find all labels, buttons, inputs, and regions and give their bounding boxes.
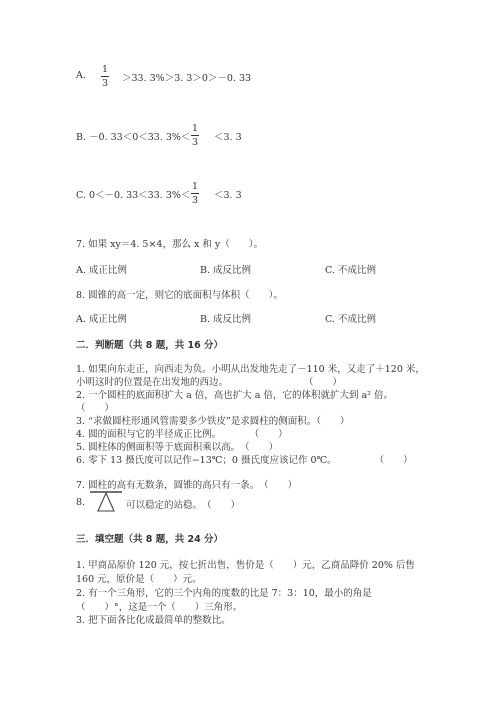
q8-option-b: B. 成反比例	[200, 314, 252, 325]
option-c-text: ＜3. 3	[214, 190, 242, 201]
fraction-bar	[191, 193, 199, 194]
option-b-label: B. －0. 33＜0＜33. 3%＜	[76, 132, 191, 143]
judge-item-2: 2. 一个圆柱的底面积扩大 a 倍，高也扩大 a 倍，它的体积就扩大到 a² 倍。	[76, 390, 394, 401]
option-c-fraction	[190, 181, 200, 206]
fraction-numerator: 1	[101, 64, 109, 75]
judge-item-8-number: 8.	[76, 497, 86, 508]
judge-item-1: 1. 如果向东走正，向西走为负。小明从出发地先走了－110 米，又走了＋120 米，	[76, 364, 425, 375]
fill-item-1-cont: 160 元，原价是（ ）元。	[76, 574, 202, 585]
fraction-bar	[101, 76, 109, 77]
judge-item-8-text: 可以稳定的站稳。 （ ）	[126, 500, 241, 511]
option-a-text: ＞33. 3%＞3. 3＞0＞－0. 33	[122, 73, 252, 84]
q7-option-c: C. 不成比例	[325, 265, 376, 276]
option-b-fraction	[190, 123, 200, 148]
q7-option-a: A. 成正比例	[76, 265, 127, 276]
fraction-denominator: 3	[101, 78, 109, 89]
option-a-label: A.	[76, 70, 86, 81]
judge-item-4: 4. 圆的面积与它的半径成正比例。 （ ）	[76, 429, 288, 440]
judge-item-3: 3. “求做圆柱形通风管需要多少铁皮”是求圆柱的侧面积。（ ）	[76, 416, 350, 427]
judge-item-7: 7. 圆柱的高有无数条，圆锥的高只有一条。 （ ）	[76, 480, 298, 491]
q8-option-c: C. 不成比例	[325, 314, 376, 325]
section-2-title: 二．判断题（共 8 题，共 16 分）	[76, 340, 224, 351]
fill-item-2-cont: （ ）°，这是一个（ ）三角形。	[76, 602, 243, 613]
q7-option-b: B. 成反比例	[200, 265, 252, 276]
fraction-numerator: 1	[191, 123, 199, 134]
fill-item-3: 3. 把下面各比化成最简单的整数比。	[76, 615, 231, 626]
q7-stem: 7. 如果 xy＝4. 5×4，那么 x 和 y（ ）。	[76, 239, 263, 250]
cone-balance-icon	[88, 489, 124, 513]
fraction-numerator: 1	[191, 181, 199, 192]
judge-item-5: 5. 圆柱体的侧面积等于底面积乘以高。 （ ）	[76, 442, 279, 453]
option-a-fraction	[100, 64, 110, 89]
judge-item-1-cont: 小明这时的位置是在出发地的西边。 （ ）	[76, 377, 343, 388]
fraction-bar	[191, 135, 199, 136]
fill-item-1: 1. 甲商品原价 120 元，按七折出售，售价是（ ）元，乙商品降价 20% 后售	[76, 560, 415, 571]
judge-item-6: 6. 零下 13 摄氏度可以记作−13℃；0 摄氏度应该记作 0℃。 （ ）	[76, 455, 413, 466]
section-3-title: 三．填空题（共 8 题，共 24 分）	[76, 534, 224, 545]
fraction-denominator: 3	[191, 195, 199, 206]
fraction-denominator: 3	[191, 137, 199, 148]
fill-item-2: 2. 有一个三角形，它的三个内角的度数的比是 7：3：10，最小的角是	[76, 588, 372, 599]
q8-option-a: A. 成正比例	[76, 314, 127, 325]
q8-stem: 8. 圆锥的高一定，则它的底面积与体积（ ）。	[76, 290, 283, 301]
judge-item-2-cont: （ ）	[76, 403, 115, 414]
option-b-text: ＜3. 3	[214, 132, 242, 143]
option-c-label: C. 0＜－0. 33＜33. 3%＜	[76, 190, 191, 201]
